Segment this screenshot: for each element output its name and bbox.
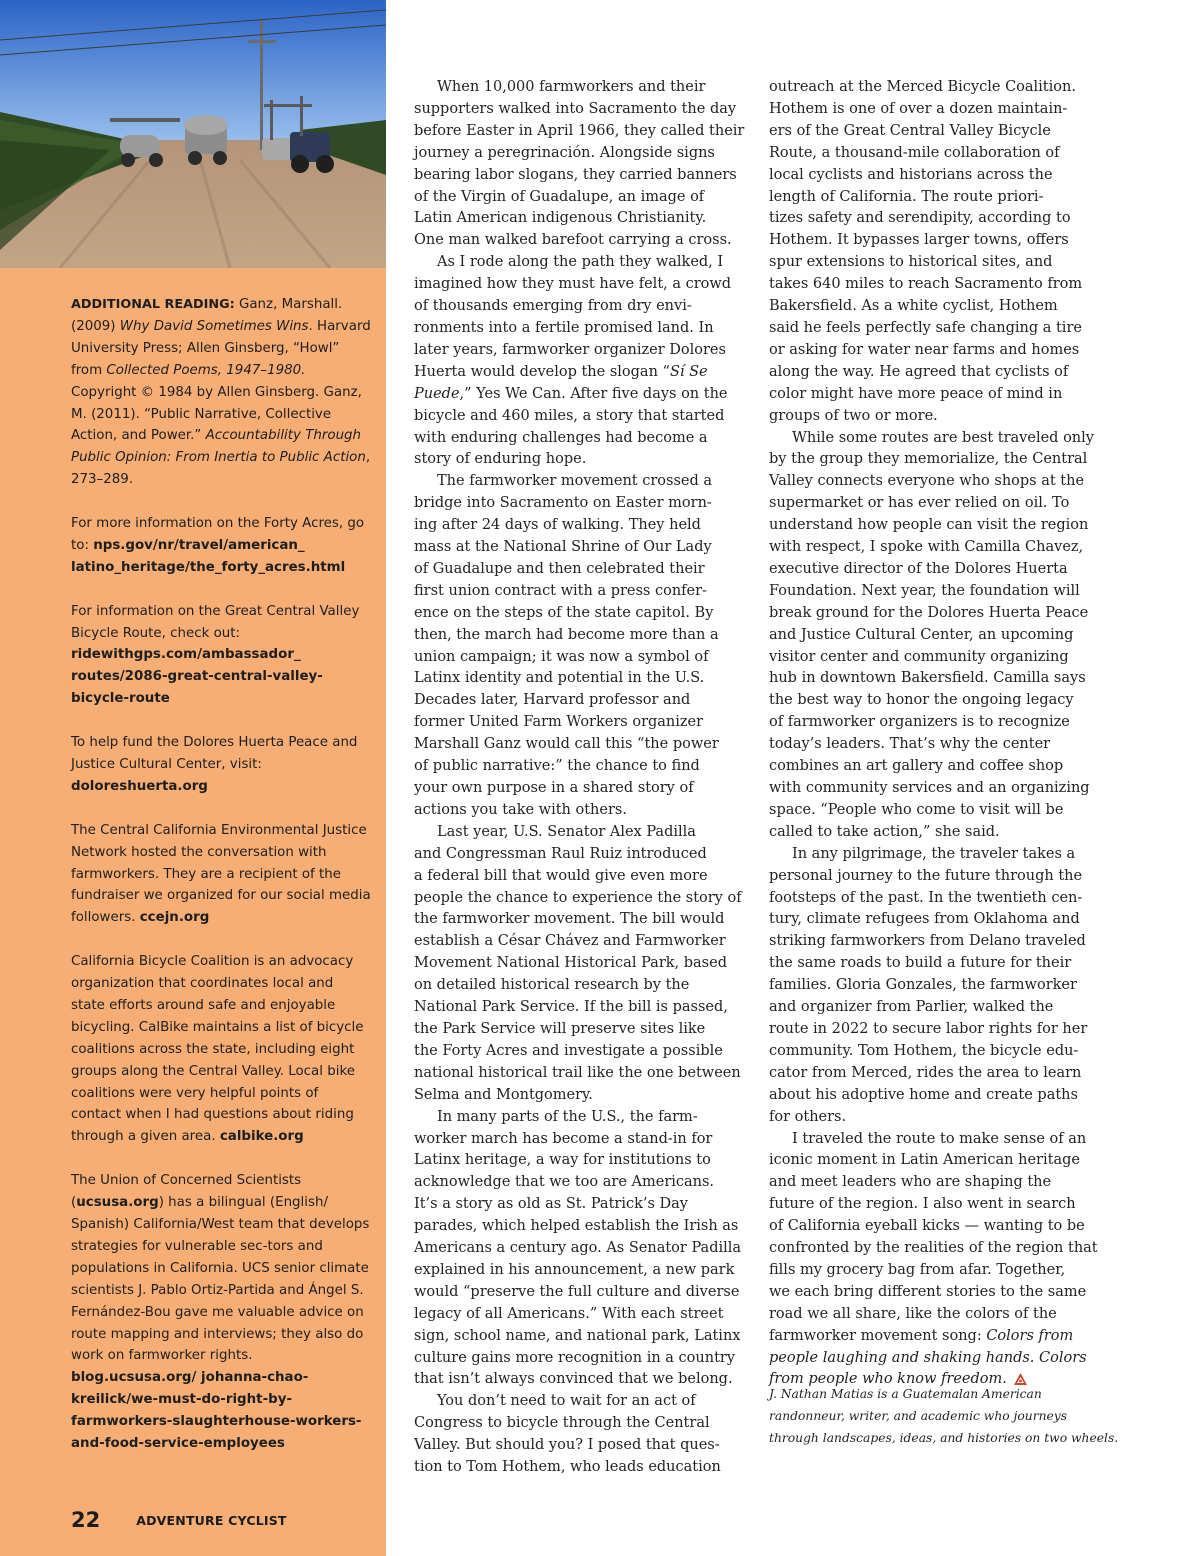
text-line: a federal bill that would give even more — [414, 867, 708, 884]
text-line: sign, school name, and national park, Latinx — [414, 1327, 741, 1344]
magazine-name: ADVENTURE CYCLIST — [136, 1512, 287, 1528]
text-line: Marshall Ganz would call this “the power — [414, 736, 719, 753]
reading-link[interactable]: ridewithgps.com/ambassador_ routes/2086-great-central-valley-bicycle-route — [71, 647, 323, 707]
text-line: worker march has become a stand-in for — [414, 1130, 713, 1147]
bio-line: through landscapes, ideas, and histories on two wheels. — [769, 1430, 1119, 1445]
text-line: supermarket or has ever relied on oil. To — [769, 495, 1070, 512]
text-line: National Park Service. If the bill is passed, — [414, 999, 728, 1016]
text-line: Puede,” Yes We Can. After five days on the — [414, 385, 728, 402]
text-line: explained in his announcement, a new park — [414, 1261, 735, 1278]
text-line: Valley. But should you? I posed that ques- — [414, 1437, 720, 1454]
text-line: local cyclists and historians across the — [769, 166, 1053, 183]
text-line: Selma and Montgomery. — [414, 1086, 593, 1103]
text-line: Congress to bicycle through the Central — [414, 1415, 710, 1432]
text-line: cator from Merced, rides the area to learn — [769, 1064, 1082, 1081]
text-line: length of California. The route priori- — [769, 188, 1044, 205]
text-line: families. Gloria Gonzales, the farmworker — [769, 977, 1077, 994]
text-line: While some routes are best traveled only — [792, 429, 1094, 446]
text-line: Decades later, Harvard professor and — [414, 692, 691, 709]
text-line: of farmworker organizers is to recognize — [769, 714, 1070, 731]
reading-entry: To help fund the Dolores Huerta Peace and Justice Cultural Center, visit: doloreshuerta.org — [71, 735, 358, 794]
text-line: or asking for water near farms and homes — [769, 341, 1080, 358]
farm-road-photo-illustration — [0, 0, 386, 268]
text-line: executive director of the Dolores Huerta — [769, 560, 1068, 577]
text-line: with respect, I spoke with Camilla Chavez, — [769, 539, 1084, 556]
additional-reading — [71, 294, 371, 1477]
text-line: understand how people can visit the region — [769, 517, 1089, 534]
text-line: combines an art gallery and coffee shop — [769, 758, 1064, 775]
bio-line: J. Nathan Matias is a Guatemalan American — [769, 1387, 1042, 1401]
text-line: imagined how they must have felt, a crowd — [414, 276, 732, 293]
reading-entry: ADDITIONAL READING: Ganz, Marshall. (2009) Why David Sometimes Wins. Harvard University Press; Allen Ginsberg, “Howl” from Collected Poems, 1947–1980. Copyright © 1984 by Allen Ginsberg. Ganz, M. (2011). “Public Narrative, Collective Action, and Power.” Accountability Through Public Opinion: From Inertia to Public Action, 273–289. — [71, 297, 371, 488]
reading-lead: ADDITIONAL READING: — [71, 297, 235, 312]
text-line: Route, a thousand-mile collaboration of — [769, 144, 1060, 161]
text-line: ers of the Great Central Valley Bicycle — [769, 122, 1051, 139]
text-line: tion to Tom Hothem, who leads education — [414, 1459, 721, 1476]
text-line: former United Farm Workers organizer — [414, 714, 704, 731]
text-line: ence on the steps of the state capitol. By — [414, 604, 714, 621]
text-line: footsteps of the past. In the twentieth cen- — [769, 889, 1083, 906]
text-line: As I rode along the path they walked, I — [437, 254, 724, 271]
text-line: your own purpose in a shared story of — [414, 780, 694, 796]
text-line: called to take action,” she said. — [769, 823, 1000, 840]
text-line: with enduring challenges had become a — [414, 429, 708, 446]
text-line: of the Virgin of Guadalupe, an image of — [414, 188, 705, 205]
text-line: of thousands emerging from dry envi- — [414, 298, 692, 315]
text-line: You don’t need to wait for an act of — [437, 1393, 696, 1410]
text-line: Americans a century ago. As Senator Padilla — [414, 1240, 742, 1257]
text-line: of public narrative:” the chance to find — [414, 758, 700, 775]
text-line: for others. — [769, 1108, 847, 1125]
text-line: and meet leaders who are shaping the — [769, 1174, 1052, 1191]
reading-entry: The Central California Environmental Justice Network hosted the conversation with farmworkers. They are a recipient of the fundraiser we organized for our social media followers. ccejn.org — [71, 822, 371, 926]
text-line: bicycle and 460 miles, a story that started — [414, 407, 725, 424]
text-line: the Forty Acres and investigate a possible — [414, 1042, 723, 1059]
text-line: break ground for the Dolores Huerta Peace — [769, 604, 1089, 621]
text-line: by the group they memorialize, the Central — [769, 451, 1088, 468]
text-line: Hothem. It bypasses larger towns, offers — [769, 232, 1069, 249]
text-line: I traveled the route to make sense of an — [792, 1130, 1087, 1147]
text-line: we each bring different stories to the same — [769, 1283, 1087, 1300]
text-line: would “preserve the full culture and diverse — [414, 1283, 740, 1300]
farm-road-photo — [0, 0, 386, 268]
text-line: that isn’t always convinced that we belong. — [414, 1371, 733, 1388]
text-line: with community services and an organizing — [769, 780, 1090, 796]
text-line: national historical trail like the one between — [414, 1064, 741, 1081]
text-line: striking farmworkers from Delano traveled — [769, 933, 1086, 950]
text-line: Huerta would develop the slogan “Sí Se — [414, 363, 708, 380]
text-line: and Justice Cultural Center, an upcoming — [769, 626, 1074, 643]
text-line: Last year, U.S. Senator Alex Padilla — [437, 823, 696, 840]
text-line: hub in downtown Bakersfield. Camilla says — [769, 670, 1086, 687]
text-line: actions you take with others. — [414, 801, 627, 818]
reading-entry: The Union of Concerned Scientists (ucsusa.org) has a bilingual (English/ Spanish) California/West team that develops strategies for vulnerable sec-tors and populations in California. UCS senior climate scientists J. Pablo Ortiz-Partida and Ángel S. Fernández-Bou gave me valuable advice on route mapping and interviews; they also do work on farmworker rights. blog.ucsusa.org/ johanna-chao-kreilick/we-must-do-right-by-farmworkers-slaughterhouse-workers-and-food-service-employees — [71, 1173, 370, 1452]
text-line: of California eyeball kicks — wanting to be — [769, 1218, 1085, 1235]
reading-entry: For more information on the Forty Acres, go to: nps.gov/nr/travel/american_ latino_heritage/the_forty_acres.html — [71, 516, 365, 575]
text-line: story of enduring hope. — [414, 451, 587, 468]
text-line: future of the region. I also went in search — [769, 1196, 1076, 1213]
text-line: bearing labor slogans, they carried banners — [414, 166, 737, 183]
article-column-2 — [769, 77, 1101, 1391]
text-line: Bakersfield. As a white cyclist, Hothem — [769, 298, 1058, 315]
text-line: bridge into Sacramento on Easter morn- — [414, 495, 712, 512]
text-line: tury, climate refugees from Oklahoma and — [769, 911, 1080, 928]
text-line: spur extensions to historical sites, and — [769, 254, 1053, 271]
text-line: It’s a story as old as St. Patrick’s Day — [414, 1196, 688, 1213]
page-number: 22 — [71, 1508, 101, 1532]
reading-link[interactable]: doloreshuerta.org — [71, 778, 208, 794]
text-line: establish a César Chávez and Farmworker — [414, 933, 726, 950]
text-line: before Easter in April 1966, they called their — [414, 122, 745, 139]
text-line: fills my grocery bag from afar. Together, — [769, 1261, 1066, 1278]
text-line: today’s leaders. That’s why the center — [769, 736, 1051, 753]
text-line: ronments into a fertile promised land. In — [414, 319, 714, 336]
text-line: Latin American indigenous Christianity. — [414, 210, 707, 227]
text-line: One man walked barefoot carrying a cross. — [414, 232, 732, 249]
text-line: tizes safety and serendipity, according to — [769, 210, 1071, 227]
text-line: confronted by the realities of the region that — [769, 1240, 1098, 1257]
text-line: along the way. He agreed that cyclists of — [769, 363, 1069, 380]
text-line: the Park Service will preserve sites like — [414, 1020, 706, 1037]
reading-link[interactable]: calbike.org — [219, 1129, 304, 1145]
text-line: culture gains more recognition in a country — [414, 1349, 736, 1366]
text-line: space. “People who come to visit will be — [769, 801, 1064, 818]
text-line: union campaign; it was now a symbol of — [414, 648, 709, 665]
text-line: road we all share, like the colors of the — [769, 1305, 1057, 1322]
text-line: then, the march had become more than a — [414, 626, 719, 643]
text-line: outreach at the Merced Bicycle Coalition. — [769, 79, 1076, 95]
text-line: first union contract with a press confer- — [414, 582, 707, 599]
text-line: Hothem is one of over a dozen maintain- — [769, 100, 1068, 117]
text-line: visitor center and community organizing — [769, 648, 1069, 665]
text-line: takes 640 miles to reach Sacramento from — [769, 276, 1083, 293]
reading-link[interactable]: nps.gov/nr/travel/american_ latino_heritage/the_forty_acres.html — [71, 537, 346, 575]
text-line: and organizer from Parlier, walked the — [769, 999, 1054, 1016]
text-line: the same roads to build a future for their — [769, 955, 1072, 972]
reading-link[interactable]: ccejn.org — [139, 910, 210, 926]
bio-line: randonneur, writer, and academic who journeys — [769, 1408, 1068, 1423]
text-line: about his adoptive home and create paths — [769, 1086, 1078, 1103]
author-bio — [769, 1384, 1119, 1450]
text-line: legacy of all Americans.” With each street — [414, 1305, 724, 1322]
reading-entry: California Bicycle Coalition is an advocacy organization that coordinates local and state efforts around safe and enjoyable bicycling. CalBike maintains a list of bicycle coalitions across the state, including eight groups along the Central Valley. Local bike coalitions were very helpful points of contact when I had questions about riding through a given area. calbike.org — [71, 954, 364, 1145]
text-line: color might have more peace of mind in — [769, 385, 1063, 402]
text-line: route in 2022 to secure labor rights for her — [769, 1020, 1088, 1037]
text-line: of Guadalupe and then celebrated their — [414, 560, 705, 577]
reading-link[interactable]: blog.ucsusa.org/ johanna-chao-kreilick/we-must-do-right-by-farmworkers-slaughterhouse-workers-and-food-service-employees — [71, 1370, 362, 1452]
text-line: acknowledge that we too are Americans. — [414, 1174, 715, 1191]
text-line: mass at the National Shrine of Our Lady — [414, 539, 712, 556]
text-line: supporters walked into Sacramento the day — [414, 100, 737, 117]
text-line: In any pilgrimage, the traveler takes a — [792, 845, 1076, 862]
text-line: When 10,000 farmworkers and their — [437, 79, 706, 95]
text-line: the best way to honor the ongoing legacy — [769, 692, 1074, 709]
text-line: ing after 24 days of walking. They held — [414, 517, 701, 534]
text-line: journey a peregrinación. Alongside signs — [414, 144, 715, 161]
text-line: farmworker movement song: Colors from — [769, 1327, 1074, 1344]
text-line: iconic moment in Latin American heritage — [769, 1152, 1080, 1169]
resources-sidebar — [0, 0, 386, 1556]
reading-link[interactable]: ucsusa.org — [76, 1195, 159, 1211]
reading-entry: For information on the Great Central Valley Bicycle Route, check out: ridewithgps.com/ambassador_ routes/2086-great-central-valley-bicycle-route — [71, 603, 360, 707]
text-line: parades, which helped establish the Irish as — [414, 1218, 739, 1235]
text-line: personal journey to the future through the — [769, 867, 1083, 884]
text-line: In many parts of the U.S., the farm- — [437, 1108, 698, 1125]
page-footer — [71, 1500, 287, 1540]
text-line: on detailed historical research by the — [414, 977, 690, 994]
text-line: the farmworker movement. The bill would — [414, 911, 725, 928]
text-line: said he feels perfectly safe changing a tire — [769, 319, 1082, 336]
text-line: The farmworker movement crossed a — [437, 473, 713, 490]
text-line: people the chance to experience the story of — [414, 889, 742, 906]
text-line: from people who know freedom. — [769, 1369, 1101, 1391]
text-line: groups of two or more. — [769, 407, 938, 424]
article-column-1 — [414, 77, 746, 1479]
text-line: Latinx identity and potential in the U.S. — [414, 670, 705, 687]
text-line: Valley connects everyone who shops at the — [769, 473, 1085, 490]
text-line: Latinx heritage, a way for institutions to — [414, 1152, 711, 1169]
text-line: Movement National Historical Park, based — [414, 955, 727, 972]
text-line: Foundation. Next year, the foundation will — [769, 582, 1080, 599]
text-line: community. Tom Hothem, the bicycle edu- — [769, 1042, 1079, 1059]
text-line: and Congressman Raul Ruiz introduced — [414, 845, 707, 862]
text-line: later years, farmworker organizer Dolores — [414, 341, 726, 358]
text-line: people laughing and shaking hands. Colors — [769, 1349, 1087, 1366]
